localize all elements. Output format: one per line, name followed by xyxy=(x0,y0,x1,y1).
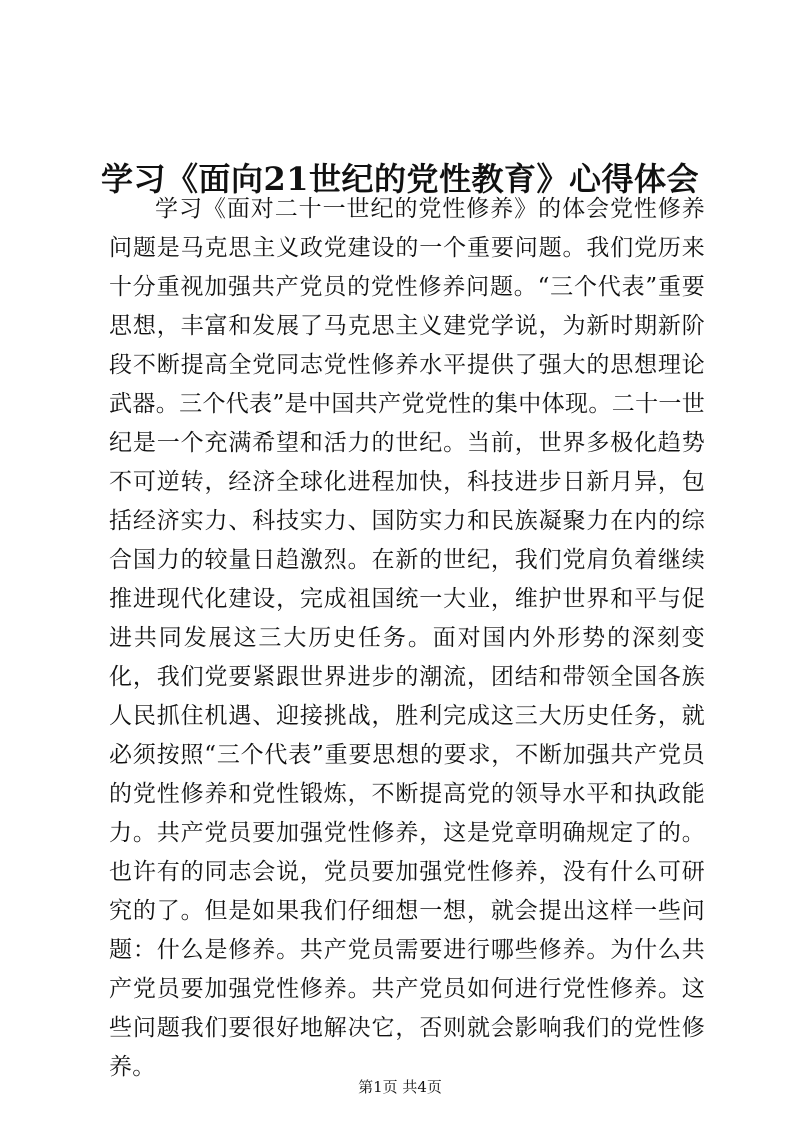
page-footer: 第1页 共4页 xyxy=(358,1078,442,1096)
page-title: 学习《面向21世纪的党性教育》心得体会 xyxy=(100,160,700,199)
body-paragraph: 学习《面对二十一世纪的党性修养》的体会党性修养问题是马克思主义政党建设的一个重要问题。我们党历来十分重视加强共产党员的党性修养问题。“三个代表”重要思想，丰富和发展了马克思主义建党学说，为新时期新阶段不断提高全党同志党性修养水平提供了强大的思想理论武器。三个代表”是中国共产党党性的集中体现。二十一世纪是一个充满希望和活力的世纪。当前，世界多极化趋势不可逆转，经济全球化进程加快，科技进步日新月异，包括经济实力、科技实力、国防实力和民族凝聚力在内的综合国力的较量日趋激烈。在新的世纪，我们党肩负着继续推进现代化建设，完成祖国统一大业，维护世界和平与促进共同发展这三大历史任务。面对国内外形势的深刻变化，我们党要紧跟世界进步的潮流，团结和带领全国各族人民抓住机遇、迎接挑战，胜利完成这三大历史任务，就必须按照“三个代表”重要思想的要求，不断加强共产党员的党性修养和党性锻炼，不断提高党的领导水平和执政能力。共产党员要加强党性修养，这是党章明确规定了的。也许有的同志会说，党员要加强党性修养，没有什么可研究的了。但是如果我们仔细想一想，就会提出这样一些问题：什么是修养。共产党员需要进行哪些修养。为什么共产党员要加强党性修养。共产党员如何进行党性修养。这些问题我们要很好地解决它，否则就会影响我们的党性修养。 xyxy=(109,196,705,1080)
